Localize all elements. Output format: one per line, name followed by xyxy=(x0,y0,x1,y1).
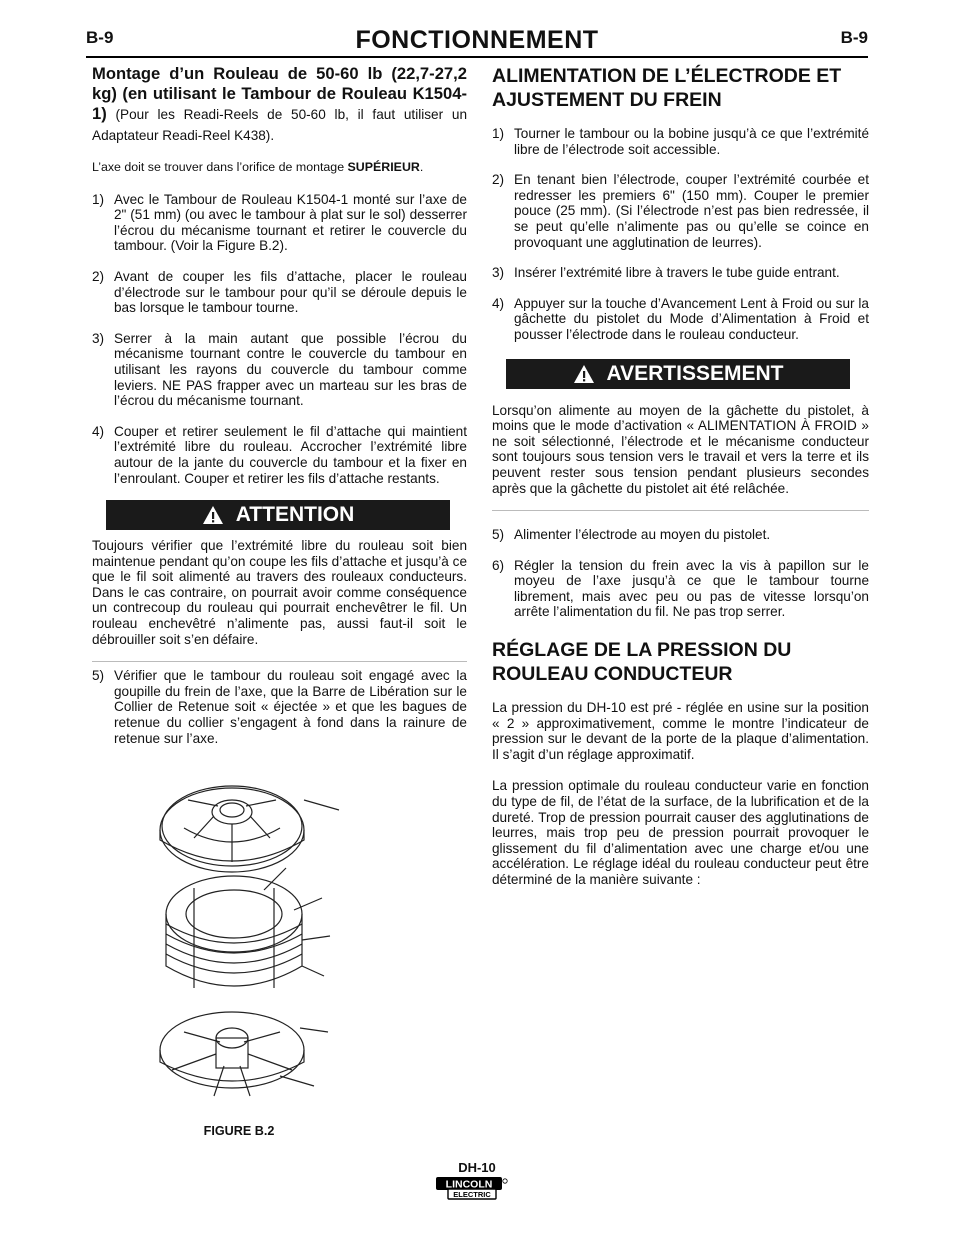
figure-caption: FIGURE B.2 xyxy=(203,1123,275,1138)
reel-drum-illustration xyxy=(154,770,354,1110)
divider xyxy=(492,510,869,511)
note-prefix: L’axe doit se trouver dans l’orifice de montage xyxy=(92,160,348,174)
item-number: 5) xyxy=(92,668,105,684)
list-item xyxy=(492,265,869,281)
right-column xyxy=(492,64,869,888)
note-bold: SUPÉRIEUR xyxy=(347,160,420,174)
model-label: DH-10 xyxy=(458,1160,496,1175)
list-item xyxy=(492,558,869,620)
item-number: 4) xyxy=(92,423,105,439)
item-text: Insérer l’extrémité libre à travers le tube guide entrant. xyxy=(514,265,840,281)
warning-text: Lorsqu’on alimente au moyen de la gâchette du pistolet, à moins que le mode d’activation « ALIMENTATION À FROID » ne soit sélectionné, l’électrode et le mécanisme conducteur sont toujours sous tension vers le travail et vers la terre et ils peuvent rester sous tension pendant plusieurs secondes après que la gâchette du pistolet ait été relâchée. xyxy=(492,402,869,496)
warning-triangle-icon xyxy=(573,364,595,384)
page-number-right: B-9 xyxy=(840,28,868,47)
header-rule xyxy=(86,56,868,58)
item-number: 4) xyxy=(492,295,505,311)
section-title-feeding: ALIMENTATION DE L’ÉLECTRODE ET AJUSTEMENT DU FREIN xyxy=(492,65,842,111)
attention-text: Toujours vérifier que l’extrémité libre du rouleau soit bien maintenue pendant qu’on coupe les fils d’attache et jusqu’à ce que le fil soit alimenté au travers des rouleaux conducteurs. Dans le cas contraire, on pourrait avoir comme conséquence un contrecoup du rouleau qui pourrait enchevêtrer le fil. Un rouleau enchevêtré n’alimente pas, aussi faut-il soit le débrouiller soit s’en défaire. xyxy=(92,538,467,647)
item-number: 3) xyxy=(92,330,105,346)
page-title: FONCTIONNEMENT xyxy=(355,26,599,54)
list-item xyxy=(92,192,467,254)
item-number: 1) xyxy=(492,126,505,141)
item-text: Tourner le tambour ou la bobine jusqu’à ce que l’extrémité libre de l’électrode soit accessible. xyxy=(514,126,869,157)
lincoln-electric-logo xyxy=(436,1177,508,1201)
list-item xyxy=(92,269,467,316)
item-text: Couper et retirer seulement le fil d’attache qui maintient l’extrémité libre du rouleau. Accrocher l’extrémité libre autour de la jante du couvercle du tambour et la fixer en l’enroulant. Couper et retirer les fils d’attache restants. xyxy=(114,423,467,486)
attention-label: ATTENTION xyxy=(235,503,355,527)
list-item xyxy=(92,331,467,409)
figure-b2 xyxy=(154,770,364,1139)
note-suffix: . xyxy=(419,160,424,174)
list-item xyxy=(492,527,869,543)
list-item xyxy=(492,296,869,343)
warning-banner xyxy=(506,359,850,389)
attention-banner xyxy=(106,500,450,530)
list-item xyxy=(92,668,467,746)
left-lead xyxy=(92,64,467,146)
page-number-left: B-9 xyxy=(86,28,114,47)
item-number: 1) xyxy=(92,191,105,207)
warning-triangle-icon xyxy=(202,505,224,525)
spindle-note xyxy=(92,160,467,176)
lead-bold: Montage d’un Rouleau de 50-60 lb (22,7-27,2 kg) (en utilisant le Tambour de Rouleau K1504-1) xyxy=(92,64,467,123)
item-text: En tenant bien l’électrode, couper l’extrémité courbée et redresser les premiers 6" (150 mm). Couper le premier pouce (25 mm). (Si l’électrode n’est pas bien redressée, il se peut qu’elle n’alimente pas ou qu’elle se coince en provoquant une agglutination de leurres). xyxy=(514,172,869,250)
item-number: 3) xyxy=(492,265,505,281)
list-item xyxy=(492,172,869,250)
item-text: Vérifier que le tambour du rouleau soit engagé avec la goupille du frein de l’axe, que la Barre de Libération sur le Collier de Retenue soit « éjectée » et que les bagues de retenue du collier s’engagent à fond dans la rainure de retenue sur l’axe. xyxy=(114,668,467,746)
item-text: Appuyer sur la touche d’Avancement Lent à Froid ou sur la gâchette du pistolet du Mode d’Alimentation à Froid et pousser l’électrode dans le rouleau conducteur. xyxy=(514,295,869,342)
list-item xyxy=(92,424,467,486)
item-number: 5) xyxy=(492,527,505,543)
left-column xyxy=(92,64,467,1139)
item-number: 2) xyxy=(492,172,505,188)
item-text: Serrer à la main autant que possible l’écrou du mécanisme tournant contre le couvercle du tambour en utilisant les rayons du couvercle du tambour comme leviers. NE PAS frapper avec un marteau sur les bras de l’écrou du mécanisme tournant. xyxy=(114,330,467,409)
svg-text:LINCOLN: LINCOLN xyxy=(445,1178,493,1191)
pressure-paragraph-1: La pression du DH-10 est pré - réglée en usine sur la position « 2 » approximativement, comme le montre l’indicateur de pression sur le devant de la porte de la plaque d’alimentation. Il s’agit d’un réglage approximatif. xyxy=(492,700,869,762)
item-text: Avec le Tambour de Rouleau K1504-1 monté sur l’axe de 2" (51 mm) (ou avec le tambour à plat sur le sol) desserrer l’écrou du mécanisme tournant et retirer le couvercle du tambour. (Voir la Figure B.2). xyxy=(114,191,467,254)
item-text: Régler la tension du frein avec la vis à papillon sur le moyeu de l’axe jusqu’à ce que le tambour tourne librement, mais avec peu ou pas de vitesse lorsqu’on arrête l’alimentation du fil. Ne pas trop serrer. xyxy=(514,557,869,620)
svg-text:ELECTRIC: ELECTRIC xyxy=(453,1190,491,1199)
warning-label: AVERTISSEMENT xyxy=(606,361,784,385)
divider xyxy=(92,661,467,662)
section-title-pressure: RÉGLAGE DE LA PRESSION DU ROULEAU CONDUCTEUR xyxy=(492,639,792,686)
item-number: 2) xyxy=(92,268,105,284)
lead-normal: (Pour les Readi-Reels de 50-60 lb, il faut utiliser un Adaptateur Readi-Reel K438). xyxy=(92,107,467,143)
pressure-paragraph-2: La pression optimale du rouleau conducteur varie en fonction du type de fil, de l’état de la surface, de la lubrification et de la dureté. Trop de pression pourrait causer des agglutinations de leurres, mais trop peu de pression pourrait provoquer le glissement du fil d’alimentation avec une charge et/ou une accélération. Le réglage idéal du rouleau conducteur peut être déterminé de la manière suivante : xyxy=(492,778,869,887)
item-text: Avant de couper les fils d’attache, placer le rouleau d’électrode sur le tambour pour qu’il se déroule depuis le bas lorsque le tambour tourne. xyxy=(114,268,467,316)
item-number: 6) xyxy=(492,557,505,573)
list-item xyxy=(492,126,869,157)
item-text: Alimenter l’électrode au moyen du pistolet. xyxy=(514,527,771,543)
